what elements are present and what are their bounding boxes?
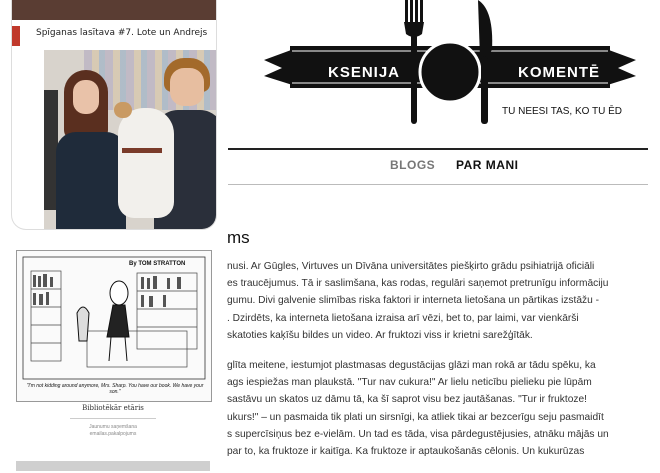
card-photo[interactable] bbox=[44, 50, 216, 229]
cartoon-image[interactable] bbox=[16, 250, 212, 402]
nav-item-par-mani[interactable]: PAR MANI bbox=[456, 158, 519, 172]
card-title[interactable]: Spīganas lasītava #7. Lote un Andrejs bbox=[36, 28, 208, 38]
site-logo[interactable] bbox=[262, 0, 638, 130]
nav-item-blogs[interactable]: BLOGS bbox=[390, 158, 436, 172]
sidebar-bottom-strip bbox=[16, 461, 210, 471]
featured-post-card[interactable] bbox=[12, 0, 216, 229]
library-note: Jaunumu saņemšana emailas.pakalpojums bbox=[89, 424, 137, 437]
library-title: Bibliotēkār etāris bbox=[82, 404, 144, 412]
main-nav bbox=[228, 148, 648, 185]
logo-tagline: TU NEESI TAS, KO TU ĒD bbox=[502, 106, 623, 117]
dog-figure bbox=[118, 108, 174, 218]
cartoon-caption: "I'm not kidding around anymore, Mrs. Sharp. You have our book. We have your son." bbox=[26, 383, 204, 395]
logo-right-text: KOMENTĒ bbox=[518, 64, 600, 81]
cartoon-drawing bbox=[17, 251, 211, 401]
paragraph-1: nusi. Ar Gūgles, Virtuves un Dīvāna universitātes piešķirto grādu psihiatrijā oficiāli es traucējumus. Tā ir saslimšana, kas rodas, regulāri saņemot pretrunīgu informāciju gumu. Divi galvenie slimības riska faktori ir interneta lietošana un pārtikas izstāžu - . Dzirdēts, ka interneta lietošana izraisa arī vēzi, bet to, par laimi, var vienkārši skatoties kaķīšu bildes un video. Ar fruktozi viss ir krietni sarežģītāk. bbox=[227, 261, 609, 341]
paragraph-2: glīta meitene, iestumjot plastmasas degustācijas glāzi man rokā ar tādu spēku, ka ags iespiežas man plaukstā. "Tur nav cukura!" Ar lielu neticību pielieku pie lūpām sastāvu un skatos uz dāmu tā, ka šī saprot visu bez jautāšanas. "Tur ir fruktoze! ukurs!" – un pasmaida tik plati un sirsnīgi, ka atliek tikai ar bezcerīgu seju pasmaidīt s supercīsiņus bez e-vielām. Un tad es tāda, visa pārdegustējusies, atnāku mājās un par to, ka fruktoze ir kaitīga. Ka fruktoze ir aptaukošanās cēlonis. Un kukurūzas bbox=[227, 360, 609, 458]
article-title: ms bbox=[227, 228, 250, 247]
bookmark-tag-icon bbox=[12, 26, 20, 46]
sidebar bbox=[0, 0, 222, 471]
divider bbox=[70, 418, 156, 419]
article-body bbox=[227, 258, 652, 473]
logo-graphic bbox=[262, 0, 638, 130]
logo-left-text: KSENIJA bbox=[328, 64, 401, 81]
cartoon-credit: By TOM STRATTON bbox=[129, 261, 186, 267]
